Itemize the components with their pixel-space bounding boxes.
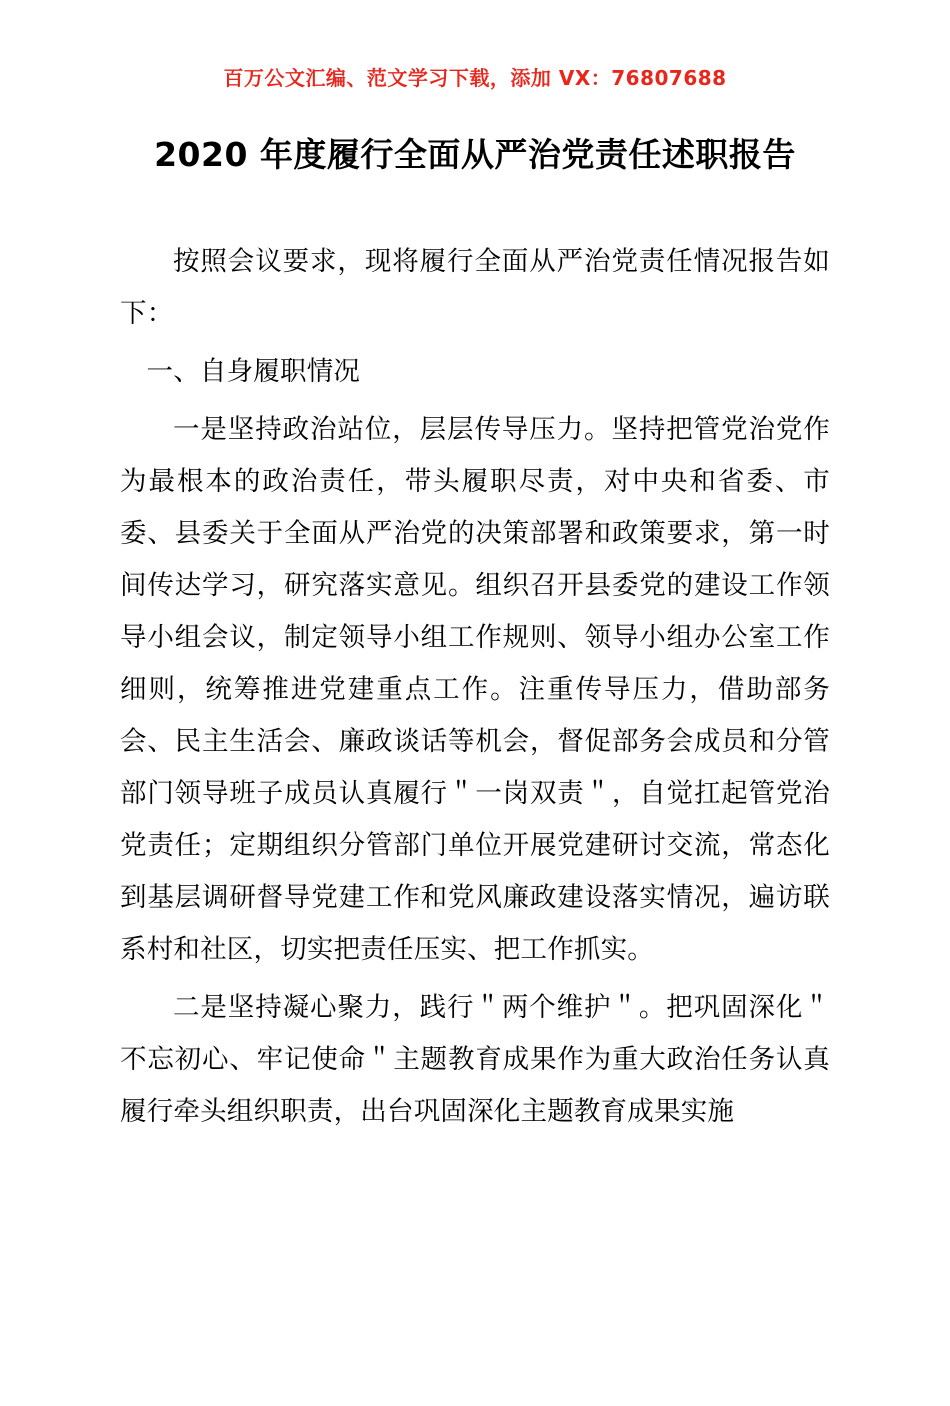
watermark-banner: 百万公文汇编、范文学习下载，添加 VX：76807688 [223,66,727,90]
page-title: 2020 年度履行全面从严治党责任述职报告 [154,135,796,174]
paragraph-intro: 按照会议要求，现将履行全面从严治党责任情况报告如下： [120,246,830,329]
paragraph-point-2: 二是坚持凝心聚力，践行＂两个维护＂。把巩固深化＂不忘初心、牢记使命＂主题教育成果作为重大政治任务认真履行牵头组织职责，出台巩固深化主题教育成果实施 [120,992,830,1127]
section-heading-1: 一、自身履职情况 [146,356,361,387]
document-body [120,236,830,1138]
document-page [0,62,950,1406]
paragraph-point-1: 一是坚持政治站位，层层传导压力。坚持把管党治党作为最根本的政治责任，带头履职尽责，对中央和省委、市委、县委关于全面从严治党的决策部署和政策要求，第一时间传达学习，研究落实意见。组织召开县委党的建设工作领导小组会议，制定领导小组工作规则、领导小组办公室工作细则，统筹推进党建重点工作。注重传导压力，借助部务会、民主生活会、廉政谈话等机会，督促部务会成员和分管部门领导班子成员认真履行＂一岗双责＂，自觉扛起管党治党责任；定期组织分管部门单位开展党建研讨交流，常态化到基层调研督导党建工作和党风廉政建设落实情况，遍访联系村和社区，切实把责任压实、把工作抓实。 [120,414,830,965]
